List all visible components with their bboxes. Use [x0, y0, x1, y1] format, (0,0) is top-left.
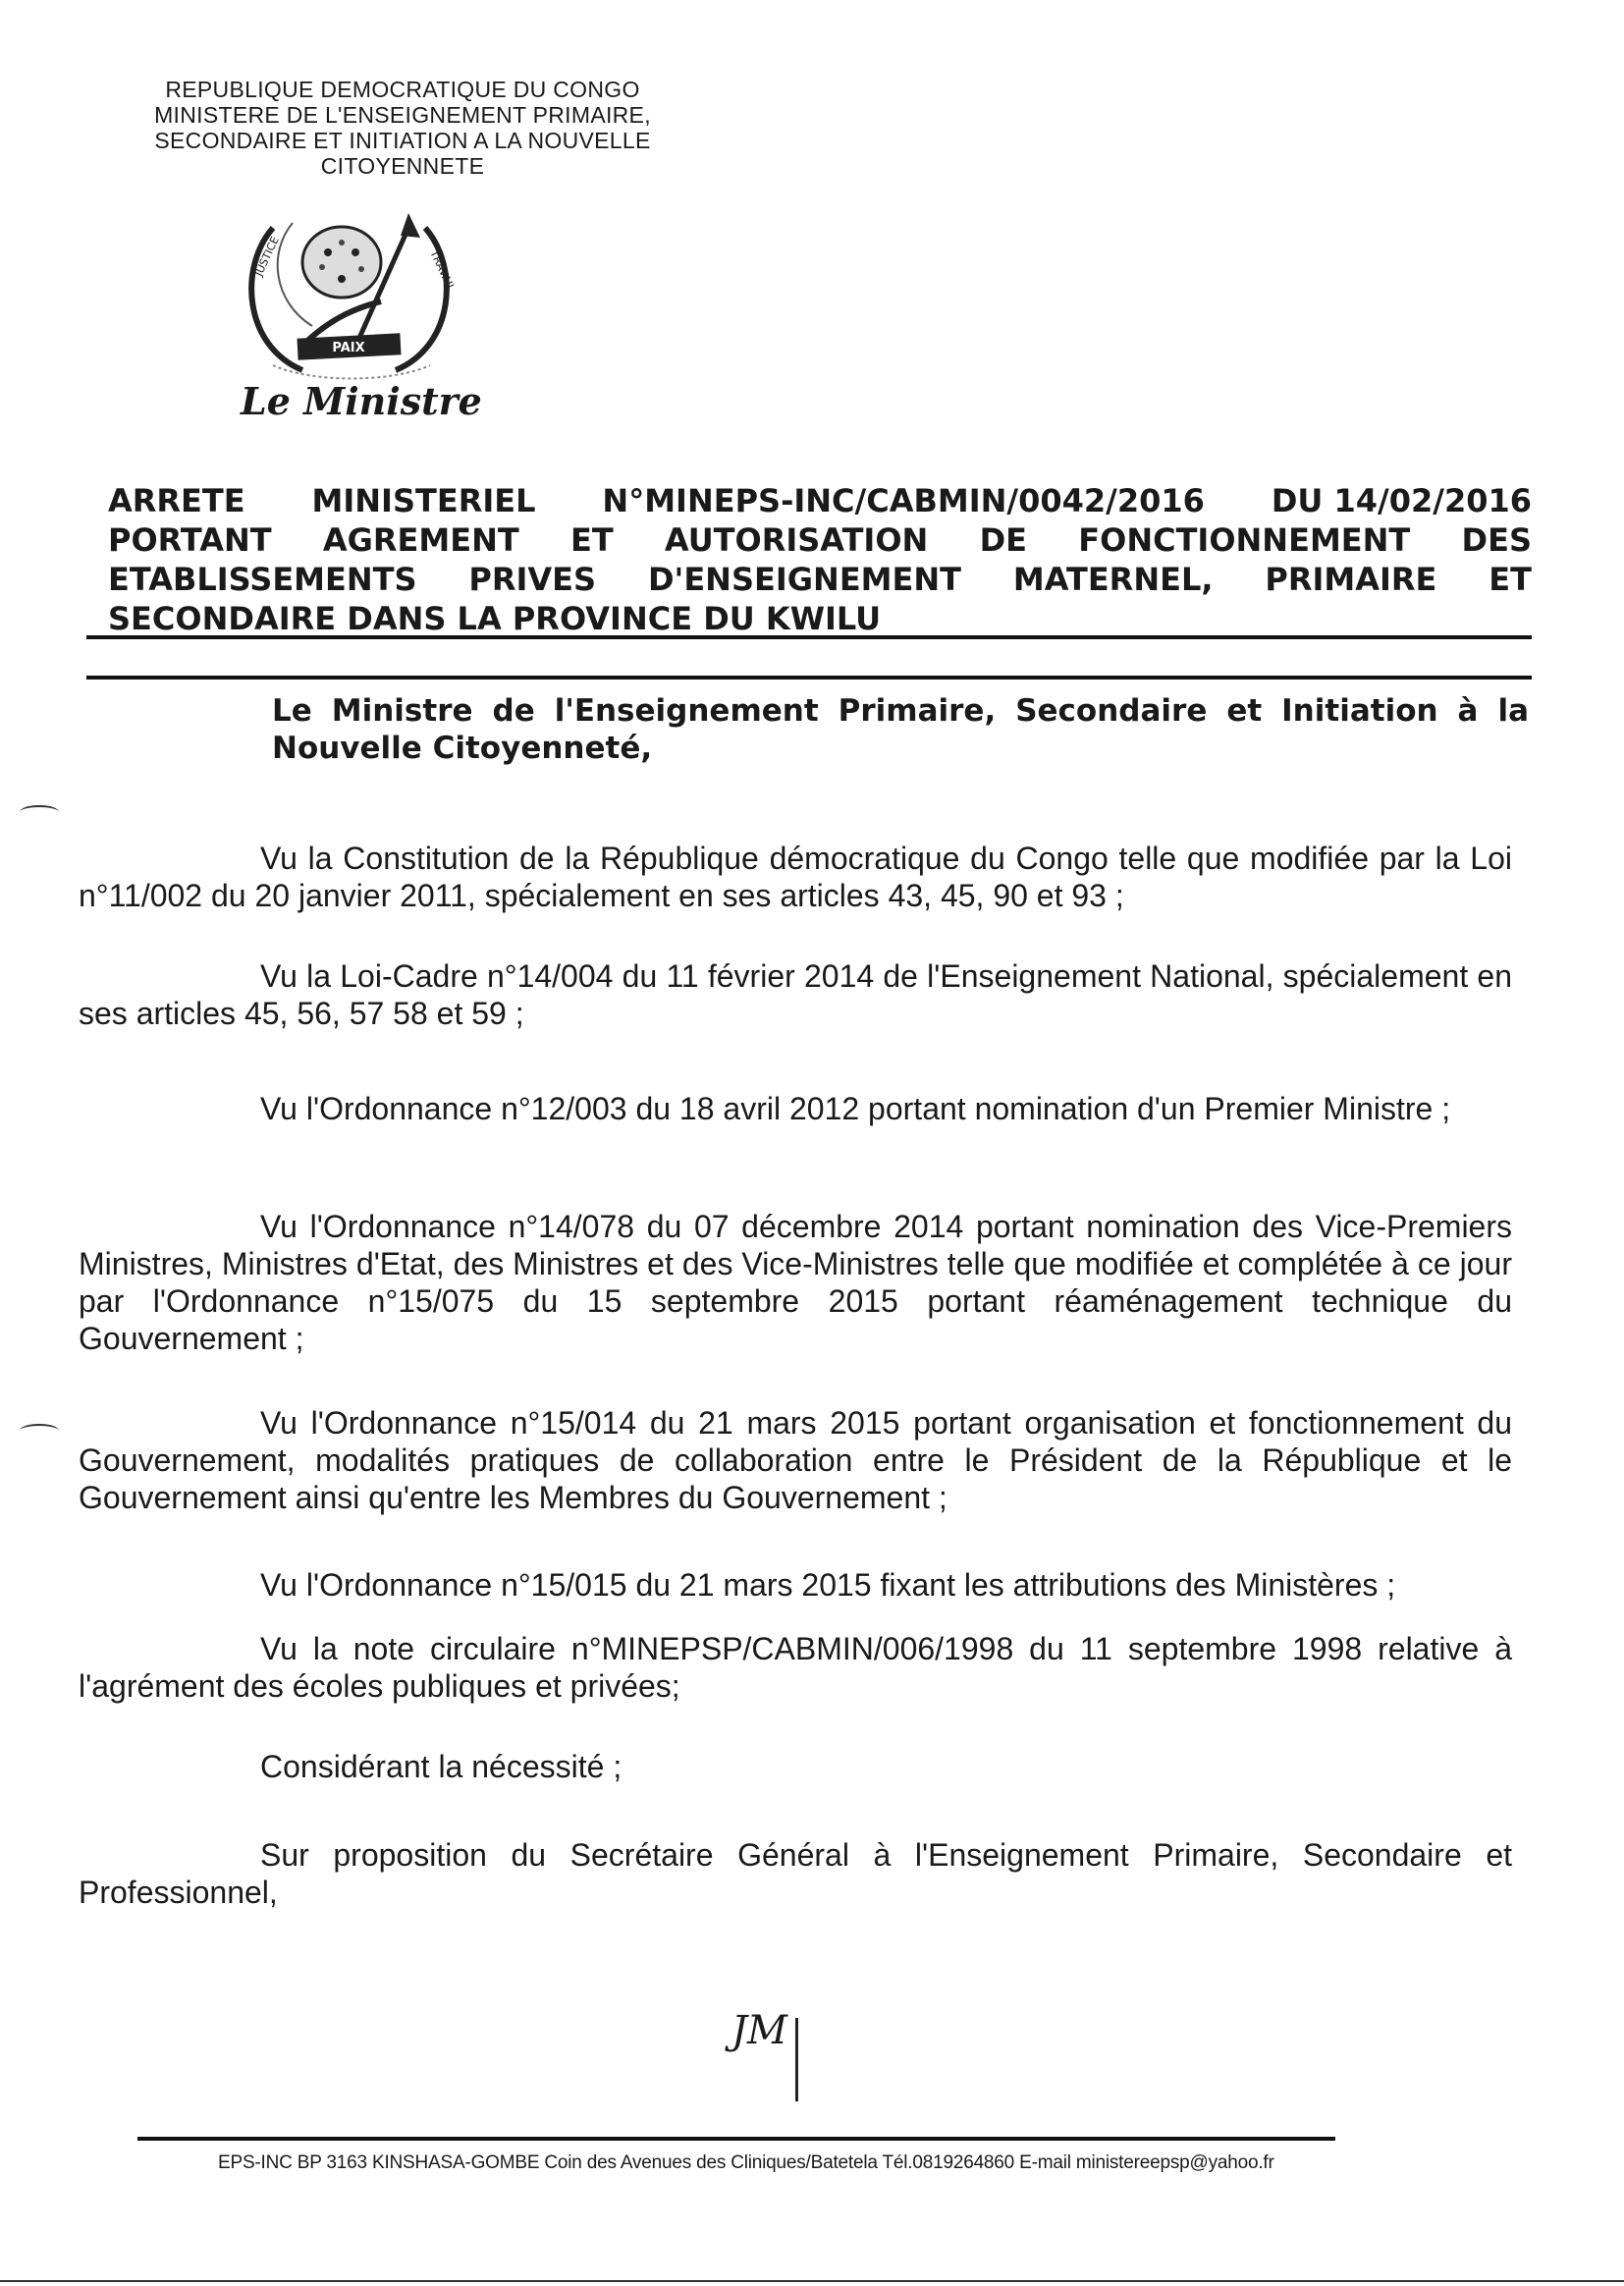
letterhead-line: REPUBLIQUE DEMOCRATIQUE DU CONGO: [165, 77, 640, 102]
initials-stroke: [795, 2018, 798, 2101]
title-line-3: [108, 560, 1532, 599]
coat-of-arms-emblem: [234, 208, 464, 385]
recital-paragraph: [79, 1748, 1512, 1785]
margin-mark: [20, 1424, 59, 1438]
title-word: DES: [1461, 521, 1532, 559]
recital-text: Vu l'Ordonnance n°15/014 du 21 mars 2015 portant organisation et fonctionnement du Gouvernement, modalités pratiques de collaboration entre le Président de la République et le Gouvernement ainsi qu'entre les Membres du Gouvernement ;: [79, 1405, 1512, 1515]
emblem-motto-right: TRAVAIL: [427, 247, 458, 294]
footer-divider: [137, 2137, 1335, 2141]
title-word: MATERNEL,: [1012, 561, 1214, 598]
title-word: DE: [979, 521, 1027, 559]
recital-paragraph: [79, 840, 1512, 914]
title-line-4: SECONDAIRE DANS LA PROVINCE DU KWILU: [108, 600, 882, 637]
page-initials: JM: [731, 2008, 787, 2053]
title-line-2: [108, 520, 1532, 560]
recital-paragraph: [79, 957, 1512, 1032]
letterhead-line: SECONDAIRE ET INITIATION A LA NOUVELLE: [154, 128, 651, 153]
recital-paragraph: [79, 1090, 1512, 1127]
minister-intro: Le Ministre de l'Enseignement Primaire, Secondaire et Initiation à la Nouvelle Citoyenneté,: [272, 693, 1529, 766]
title-word: ET: [1489, 561, 1532, 598]
letterhead-line: MINISTERE DE L'ENSEIGNEMENT PRIMAIRE,: [154, 102, 651, 128]
title-word: D'ENSEIGNEMENT: [647, 561, 961, 598]
title-word: ARRETE: [108, 482, 245, 519]
letterhead: [108, 77, 697, 179]
recital-text: Vu l'Ordonnance n°15/015 du 21 mars 2015 fixant les attributions des Ministères ;: [260, 1567, 1396, 1603]
recital-text: Considérant la nécessité ;: [260, 1749, 623, 1784]
title-word: ETABLISSEMENTS: [108, 561, 417, 598]
title-underline: [86, 635, 1532, 639]
recital-text: Sur proposition du Secrétaire Général à l'Enseignement Primaire, Secondaire et Professionnel,: [79, 1837, 1512, 1910]
emblem-motto-left: JUSTICE: [251, 234, 282, 279]
page-bottom-edge: [0, 2280, 1624, 2282]
title-word: DU 14/02/2016: [1271, 482, 1532, 519]
letterhead-line: CITOYENNETE: [320, 153, 485, 179]
recital-text: Vu la Loi-Cadre n°14/004 du 11 février 2014 de l'Enseignement National, spécialement en ses articles 45, 56, 57 58 et 59 ;: [79, 958, 1512, 1031]
recital-paragraph: [79, 1208, 1512, 1357]
decree-title: [108, 481, 1532, 638]
recital-text: Vu l'Ordonnance n°12/003 du 18 avril 2012 portant nomination d'un Premier Ministre ;: [260, 1091, 1451, 1126]
emblem-motto-center: PAIX: [332, 341, 365, 355]
title-word: AGREMENT: [322, 521, 519, 559]
title-word: AUTORISATION: [664, 521, 929, 559]
recital-text: Vu la note circulaire n°MINEPSP/CABMIN/006/1998 du 11 septembre 1998 relative à l'agrément des écoles publiques et privées;: [79, 1631, 1512, 1704]
footer-address: EPS-INC BP 3163 KINSHASA-GOMBE Coin des Avenues des Cliniques/Batetela Tél.0819264860 E-mail ministereepsp@yahoo.fr: [218, 2152, 1274, 2173]
recital-paragraph: [79, 1630, 1512, 1705]
recital-text: Vu la Constitution de la République démocratique du Congo telle que modifiée par la Loi n°11/002 du 20 janvier 2011, spécialement en ses articles 43, 45, 90 et 93 ;: [79, 841, 1512, 913]
recital-text: Vu l'Ordonnance n°14/078 du 07 décembre 2014 portant nomination des Vice-Premiers Ministres, Ministres d'Etat, des Ministres et des Vice-Ministres telle que modifiée et complétée à ce jour par l'Ordonnance n°15/075 du 15 septembre 2015 portant réaménagement technique du Gouvernement ;: [79, 1209, 1512, 1356]
margin-mark: [20, 805, 59, 819]
title-word: N°MINEPS-INC/CABMIN/0042/2016: [602, 482, 1205, 519]
title-word: ET: [569, 521, 614, 559]
title-word: MINISTERIEL: [311, 482, 536, 519]
title-word: FONCTIONNEMENT: [1078, 521, 1411, 559]
recital-paragraph: [79, 1566, 1512, 1604]
title-word: PORTANT: [108, 521, 272, 559]
title-word: PRIVES: [468, 561, 597, 598]
title-divider: [86, 676, 1532, 680]
title-word: PRIMAIRE: [1265, 561, 1437, 598]
signature-title: Le Ministre: [241, 379, 482, 423]
recital-paragraph: [79, 1404, 1512, 1516]
recital-paragraph: [79, 1836, 1512, 1911]
title-line-1: [108, 481, 1532, 520]
